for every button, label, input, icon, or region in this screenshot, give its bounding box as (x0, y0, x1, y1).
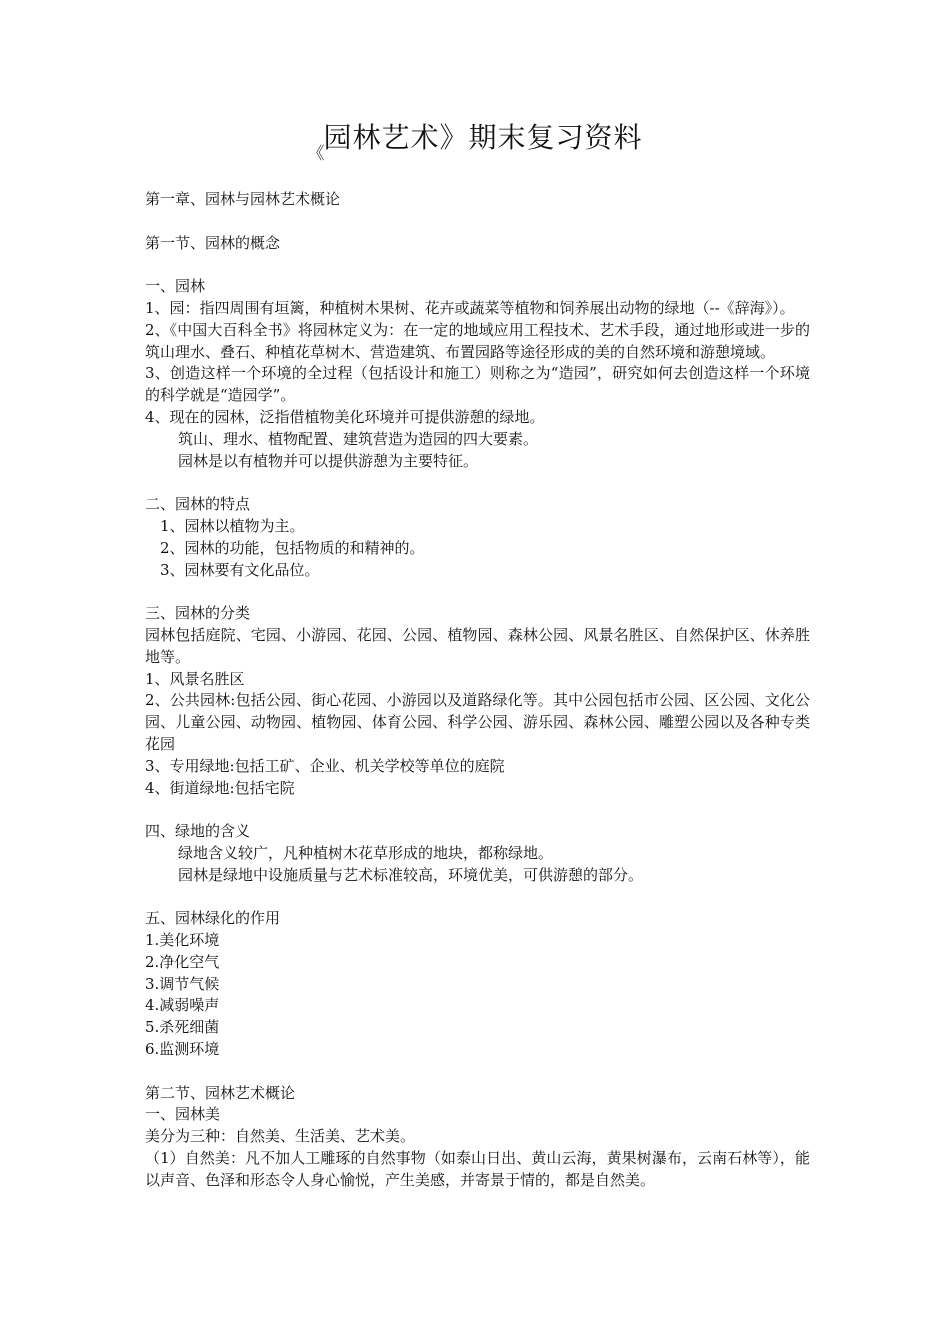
subsection-heading: 一、园林美 (145, 1105, 221, 1124)
document-title (0, 118, 950, 174)
list-item: 3、专用绿地:包括工矿、企业、机关学校等单位的庭院 (145, 756, 505, 775)
list-item: 2、公共园林:包括公园、街心花园、小游园以及道路绿化等。其中公园包括市公园、区公园、文化公园、儿童公园、动物园、植物园、体育公园、科学公园、游乐园、森林公园、雕塑公园以及各种专类花园 (145, 691, 810, 753)
list-item: 2.净化空气 (145, 952, 220, 971)
list-item: 3、园林要有文化品位。 (160, 560, 320, 579)
paragraph: 园林是以有植物并可以提供游憩为主要特征。 (178, 451, 479, 470)
subsection-heading: 一、园林 (145, 277, 206, 296)
subsection-heading: 三、园林的分类 (145, 604, 251, 623)
paragraph: （1）自然美：凡不加人工雕琢的自然事物（如泰山日出、黄山云海，黄果树瀑布，云南石林等），能以声音、色泽和形态令人身心愉悦，产生美感，并寄景于情的，都是自然美。 (145, 1149, 810, 1189)
paragraph: 绿地含义较广，凡种植树木花草形成的地块，都称绿地。 (178, 843, 554, 862)
title-open-quote: 《 (307, 144, 326, 164)
list-item: 1.美化环境 (145, 931, 220, 950)
paragraph: 美分为三种：自然美、生活美、艺术美。 (145, 1127, 416, 1146)
paragraph: 2、《中国大百科全书》将园林定义为：在一定的地域应用工程技术、艺术手段，通过地形或进一步的筑山理水、叠石、种植花草树木、营造建筑、布置园路等途径形成的美的自然环境和游憩境域。 (145, 320, 810, 361)
section-heading: 第二节、园林艺术概论 (145, 1083, 296, 1102)
paragraph: 园林是绿地中设施质量与艺术标准较高，环境优美，可供游憩的部分。 (178, 865, 644, 884)
list-item: 4.减弱噪声 (145, 996, 220, 1015)
document-body (145, 189, 810, 1192)
list-item: 4、街道绿地:包括宅院 (145, 778, 295, 797)
section-heading: 第一节、园林的概念 (145, 233, 281, 252)
paragraph: 4、现在的园林，泛指借植物美化环境并可提供游憩的绿地。 (145, 407, 545, 426)
paragraph: 3、创造这样一个环境的全过程（包括设计和施工）则称之为“造园”，研究如何去创造这样一个环境的科学就是“造园学”。 (145, 364, 810, 405)
subsection-heading: 二、园林的特点 (145, 495, 251, 514)
list-item: 5.杀死细菌 (145, 1018, 220, 1037)
list-item: 1、风景名胜区 (145, 669, 245, 688)
list-item: 2、园林的功能，包括物质的和精神的。 (160, 538, 425, 557)
subsection-heading: 五、园林绿化的作用 (145, 909, 281, 928)
chapter-heading: 第一章、园林与园林艺术概论 (145, 190, 341, 208)
list-item: 3.调节气候 (145, 974, 220, 993)
paragraph: 园林包括庭院、宅园、小游园、花园、公园、植物园、森林公园、风景名胜区、自然保护区、休养胜地等。 (145, 625, 810, 666)
list-item: 1、园林以植物为主。 (160, 516, 305, 535)
paragraph: 1、园：指四周围有垣篱，种植树木果树、花卉或蔬菜等植物和饲养展出动物的绿地（--《辞海》）。 (145, 298, 795, 317)
paragraph: 筑山、理水、植物配置、建筑营造为造园的四大要素。 (178, 429, 539, 448)
list-item: 6.监测环境 (145, 1040, 220, 1059)
subsection-heading: 四、绿地的含义 (145, 822, 251, 841)
title-text: 园林艺术》期末复习资料 (323, 121, 643, 154)
